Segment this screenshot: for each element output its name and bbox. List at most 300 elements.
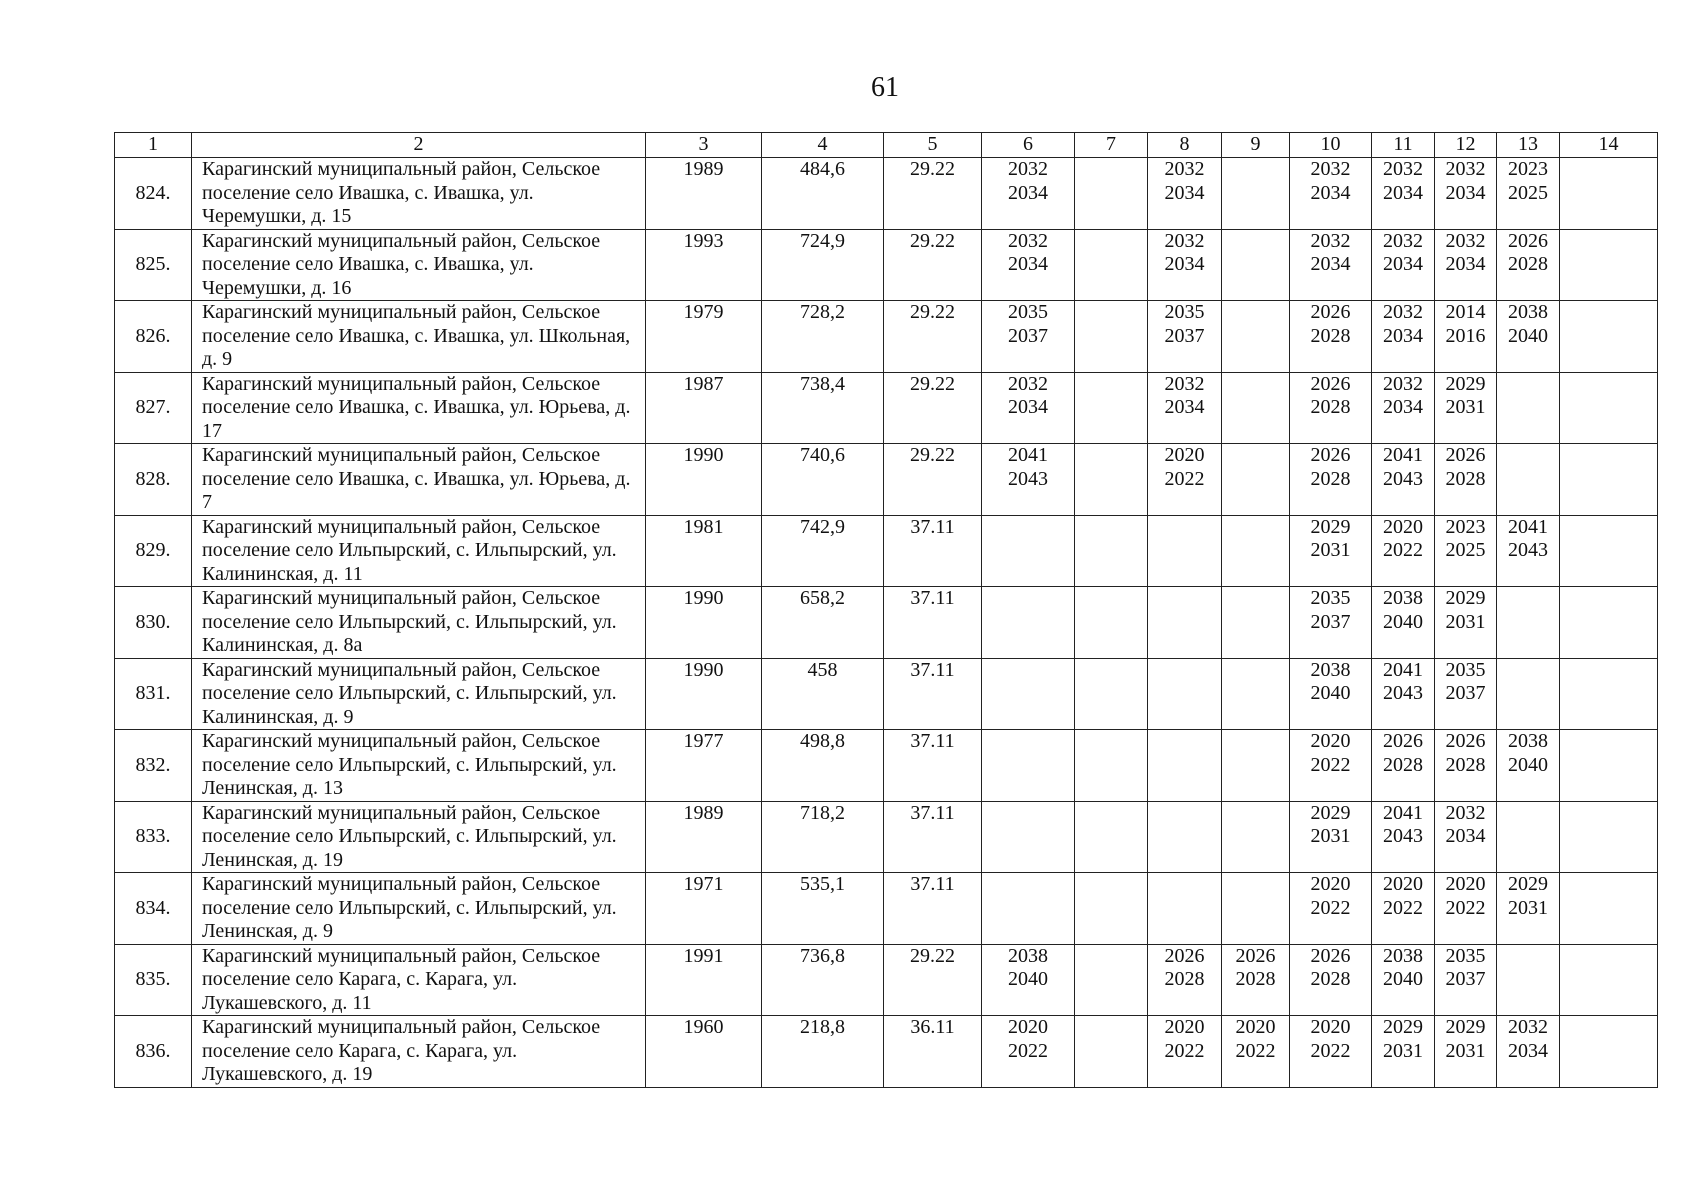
- period-cell-12: [1435, 730, 1497, 802]
- period-year: 2040: [1310, 682, 1351, 704]
- period-year: 2034: [1445, 181, 1486, 204]
- code-cell: 29.22: [884, 229, 982, 301]
- period-cell-14: [1560, 587, 1658, 659]
- period-year: 2034: [1164, 396, 1205, 418]
- period-cell-7: [1075, 658, 1148, 730]
- period-year: 2043: [1383, 467, 1423, 490]
- area-cell: 218,8: [762, 1016, 884, 1088]
- period-year: 2034: [1383, 396, 1423, 418]
- period-year: 2040: [1383, 610, 1423, 633]
- address-cell: Карагинский муниципальный район, Сельское поселение село Ильпырский, с. Ильпырский, ул. Калининская, д. 8а: [192, 587, 646, 659]
- row-number: 832.: [115, 730, 192, 802]
- period-cell-13: [1497, 873, 1560, 945]
- year-cell: 1979: [646, 301, 762, 373]
- column-header: 13: [1497, 133, 1560, 158]
- period-cell-10: [1290, 229, 1372, 301]
- period-cell-9: [1222, 515, 1290, 587]
- period-year: 2031: [1310, 539, 1351, 561]
- period-year: 2032: [1164, 229, 1205, 252]
- period-year: 2023: [1445, 515, 1486, 538]
- period-cell-11: [1372, 1016, 1435, 1088]
- period-year: 2028: [1235, 968, 1276, 990]
- period-year: 2037: [1164, 324, 1205, 347]
- period-cell-9: [1222, 658, 1290, 730]
- row-number: 831.: [115, 658, 192, 730]
- address-cell: Карагинский муниципальный район, Сельское поселение село Карага, с. Карага, ул. Лукашевского, д. 11: [192, 944, 646, 1016]
- period-year: 2023: [1508, 158, 1548, 180]
- period-cell-6: [982, 515, 1075, 587]
- period-cell-6: [982, 444, 1075, 516]
- period-year: 2034: [1383, 181, 1423, 204]
- column-header: 11: [1372, 133, 1435, 158]
- area-cell: 658,2: [762, 587, 884, 659]
- period-cell-9: [1222, 301, 1290, 373]
- period-cell-6: [982, 658, 1075, 730]
- year-cell: 1991: [646, 944, 762, 1016]
- period-year: 2016: [1445, 324, 1486, 347]
- period-year: 2040: [1508, 324, 1548, 347]
- period-cell-6: [982, 229, 1075, 301]
- period-year: 2026: [1310, 301, 1351, 323]
- page-number: 61: [871, 72, 899, 103]
- period-year: 2032: [1164, 372, 1205, 395]
- period-cell-9: [1222, 873, 1290, 945]
- row-number: 829.: [115, 515, 192, 587]
- table-row: [115, 444, 1658, 516]
- period-year: 2029: [1445, 372, 1486, 395]
- period-cell-12: [1435, 587, 1497, 659]
- period-year: 2022: [1310, 896, 1351, 919]
- period-year: 2022: [1445, 896, 1486, 919]
- code-cell: 37.11: [884, 801, 982, 873]
- period-cell-11: [1372, 873, 1435, 945]
- period-year: 2034: [1164, 181, 1205, 204]
- period-year: 2041: [1008, 444, 1048, 466]
- period-cell-8: [1148, 158, 1222, 230]
- period-cell-11: [1372, 944, 1435, 1016]
- period-year: 2034: [1508, 1039, 1548, 1062]
- period-cell-12: [1435, 873, 1497, 945]
- period-year: 2040: [1508, 753, 1548, 776]
- period-year: 2029: [1310, 801, 1351, 824]
- column-header: 8: [1148, 133, 1222, 158]
- period-cell-14: [1560, 944, 1658, 1016]
- address-cell: Карагинский муниципальный район, Сельское поселение село Ильпырский, с. Ильпырский, ул. Ленинская, д. 13: [192, 730, 646, 802]
- row-number: 833.: [115, 801, 192, 873]
- code-cell: 37.11: [884, 515, 982, 587]
- period-cell-6: [982, 372, 1075, 444]
- period-cell-9: [1222, 444, 1290, 516]
- period-year: 2032: [1008, 158, 1048, 180]
- period-cell-8: [1148, 515, 1222, 587]
- period-cell-10: [1290, 801, 1372, 873]
- period-year: 2032: [1008, 229, 1048, 252]
- period-year: 2020: [1008, 1016, 1048, 1038]
- period-year: 2038: [1508, 730, 1548, 752]
- period-year: 2037: [1445, 682, 1486, 704]
- address-cell: Карагинский муниципальный район, Сельское поселение село Ивашка, с. Ивашка, ул. Школьная, д. 9: [192, 301, 646, 373]
- column-header: 5: [884, 133, 982, 158]
- year-cell: 1960: [646, 1016, 762, 1088]
- table-row: [115, 801, 1658, 873]
- period-cell-6: [982, 158, 1075, 230]
- period-cell-12: [1435, 801, 1497, 873]
- code-cell: 29.22: [884, 372, 982, 444]
- period-cell-7: [1075, 587, 1148, 659]
- period-cell-8: [1148, 372, 1222, 444]
- period-cell-14: [1560, 444, 1658, 516]
- period-cell-10: [1290, 444, 1372, 516]
- period-year: 2031: [1445, 396, 1486, 418]
- period-year: 2026: [1310, 944, 1351, 967]
- address-cell: Карагинский муниципальный район, Сельское поселение село Ильпырский, с. Ильпырский, ул. Ленинская, д. 9: [192, 873, 646, 945]
- period-cell-13: [1497, 515, 1560, 587]
- period-year: 2026: [1445, 730, 1486, 752]
- table-row: [115, 944, 1658, 1016]
- row-number: 835.: [115, 944, 192, 1016]
- period-year: 2032: [1508, 1016, 1548, 1038]
- period-cell-14: [1560, 301, 1658, 373]
- period-year: 2037: [1008, 324, 1048, 347]
- period-year: 2032: [1383, 372, 1423, 395]
- code-cell: 37.11: [884, 730, 982, 802]
- period-year: 2037: [1445, 968, 1486, 990]
- table-row: [115, 658, 1658, 730]
- period-year: 2032: [1383, 229, 1423, 252]
- period-year: 2028: [1445, 467, 1486, 490]
- period-year: 2020: [1383, 873, 1423, 895]
- period-cell-6: [982, 730, 1075, 802]
- period-year: 2022: [1310, 1039, 1351, 1062]
- period-year: 2028: [1310, 968, 1351, 990]
- period-cell-13: [1497, 158, 1560, 230]
- period-year: 2028: [1164, 968, 1205, 990]
- period-year: 2034: [1383, 253, 1423, 275]
- period-cell-7: [1075, 229, 1148, 301]
- period-cell-12: [1435, 444, 1497, 516]
- period-year: 2041: [1508, 515, 1548, 538]
- year-cell: 1989: [646, 158, 762, 230]
- period-cell-13: [1497, 801, 1560, 873]
- period-cell-10: [1290, 158, 1372, 230]
- period-cell-14: [1560, 158, 1658, 230]
- period-year: 2034: [1310, 181, 1351, 204]
- period-year: 2031: [1508, 896, 1548, 919]
- period-cell-14: [1560, 801, 1658, 873]
- period-cell-12: [1435, 301, 1497, 373]
- table-row: [115, 1016, 1658, 1088]
- housing-repair-table: [114, 132, 1658, 1088]
- period-year: 2020: [1383, 515, 1423, 538]
- period-cell-8: [1148, 229, 1222, 301]
- period-year: 2022: [1310, 753, 1351, 776]
- period-year: 2022: [1164, 1039, 1205, 1062]
- period-cell-13: [1497, 444, 1560, 516]
- code-cell: 37.11: [884, 587, 982, 659]
- period-cell-7: [1075, 372, 1148, 444]
- address-cell: Карагинский муниципальный район, Сельское поселение село Ильпырский, с. Ильпырский, ул. Ленинская, д. 19: [192, 801, 646, 873]
- period-cell-13: [1497, 587, 1560, 659]
- area-cell: 718,2: [762, 801, 884, 873]
- period-year: 2032: [1310, 229, 1351, 252]
- table-row: [115, 587, 1658, 659]
- period-cell-10: [1290, 658, 1372, 730]
- period-year: 2022: [1235, 1039, 1276, 1062]
- period-year: 2025: [1445, 539, 1486, 561]
- row-number: 834.: [115, 873, 192, 945]
- period-cell-7: [1075, 873, 1148, 945]
- area-cell: 458: [762, 658, 884, 730]
- period-year: 2026: [1310, 372, 1351, 395]
- period-year: 2035: [1008, 301, 1048, 323]
- table-row: [115, 301, 1658, 373]
- period-cell-11: [1372, 158, 1435, 230]
- period-cell-12: [1435, 372, 1497, 444]
- period-cell-14: [1560, 515, 1658, 587]
- period-year: 2038: [1508, 301, 1548, 323]
- period-cell-9: [1222, 158, 1290, 230]
- year-cell: 1981: [646, 515, 762, 587]
- period-year: 2032: [1445, 801, 1486, 824]
- period-year: 2026: [1508, 229, 1548, 252]
- year-cell: 1990: [646, 587, 762, 659]
- table-row: [115, 372, 1658, 444]
- period-cell-10: [1290, 730, 1372, 802]
- period-cell-9: [1222, 730, 1290, 802]
- period-cell-10: [1290, 372, 1372, 444]
- code-cell: 29.22: [884, 301, 982, 373]
- column-header: 3: [646, 133, 762, 158]
- period-year: 2032: [1310, 158, 1351, 180]
- period-year: 2034: [1383, 324, 1423, 347]
- period-year: 2020: [1310, 873, 1351, 895]
- period-year: 2020: [1164, 1016, 1205, 1038]
- period-year: 2043: [1383, 682, 1423, 704]
- period-year: 2034: [1008, 181, 1048, 204]
- year-cell: 1989: [646, 801, 762, 873]
- area-cell: 724,9: [762, 229, 884, 301]
- period-year: 2020: [1310, 1016, 1351, 1038]
- period-cell-6: [982, 873, 1075, 945]
- period-cell-13: [1497, 301, 1560, 373]
- period-cell-11: [1372, 658, 1435, 730]
- period-year: 2040: [1383, 968, 1423, 990]
- period-cell-11: [1372, 515, 1435, 587]
- row-number: 828.: [115, 444, 192, 516]
- period-cell-7: [1075, 515, 1148, 587]
- period-year: 2032: [1164, 158, 1205, 180]
- period-year: 2022: [1383, 539, 1423, 561]
- address-cell: Карагинский муниципальный район, Сельское поселение село Ивашка, с. Ивашка, ул. Черемушки, д. 15: [192, 158, 646, 230]
- period-year: 2031: [1310, 825, 1351, 847]
- table-row: [115, 229, 1658, 301]
- year-cell: 1977: [646, 730, 762, 802]
- period-cell-10: [1290, 301, 1372, 373]
- code-cell: 29.22: [884, 444, 982, 516]
- code-cell: 29.22: [884, 158, 982, 230]
- period-cell-8: [1148, 1016, 1222, 1088]
- period-year: 2035: [1164, 301, 1205, 323]
- period-cell-12: [1435, 515, 1497, 587]
- row-number: 830.: [115, 587, 192, 659]
- period-year: 2041: [1383, 658, 1423, 681]
- period-year: 2026: [1164, 944, 1205, 967]
- address-cell: Карагинский муниципальный район, Сельское поселение село Ильпырский, с. Ильпырский, ул. Калининская, д. 11: [192, 515, 646, 587]
- period-cell-6: [982, 1016, 1075, 1088]
- period-year: 2026: [1310, 444, 1351, 466]
- period-cell-7: [1075, 944, 1148, 1016]
- period-year: 2022: [1164, 467, 1205, 490]
- period-year: 2031: [1445, 1039, 1486, 1062]
- period-year: 2031: [1383, 1039, 1423, 1062]
- period-year: 2028: [1508, 253, 1548, 275]
- period-cell-6: [982, 944, 1075, 1016]
- year-cell: 1971: [646, 873, 762, 945]
- period-cell-7: [1075, 1016, 1148, 1088]
- row-number: 825.: [115, 229, 192, 301]
- period-year: 2020: [1445, 873, 1486, 895]
- period-year: 2043: [1508, 539, 1548, 561]
- code-cell: 29.22: [884, 944, 982, 1016]
- period-cell-11: [1372, 801, 1435, 873]
- column-header: 2: [192, 133, 646, 158]
- period-year: 2038: [1310, 658, 1351, 681]
- column-header: 4: [762, 133, 884, 158]
- period-cell-9: [1222, 229, 1290, 301]
- period-cell-13: [1497, 730, 1560, 802]
- period-year: 2032: [1383, 158, 1423, 180]
- area-cell: 740,6: [762, 444, 884, 516]
- period-year: 2028: [1310, 396, 1351, 418]
- period-year: 2037: [1310, 610, 1351, 633]
- period-year: 2020: [1164, 444, 1205, 466]
- period-cell-7: [1075, 158, 1148, 230]
- period-cell-12: [1435, 158, 1497, 230]
- area-cell: 736,8: [762, 944, 884, 1016]
- period-year: 2043: [1008, 467, 1048, 490]
- period-cell-7: [1075, 801, 1148, 873]
- period-cell-12: [1435, 944, 1497, 1016]
- period-year: 2028: [1445, 753, 1486, 776]
- period-cell-11: [1372, 587, 1435, 659]
- column-header: 14: [1560, 133, 1658, 158]
- address-cell: Карагинский муниципальный район, Сельское поселение село Ивашка, с. Ивашка, ул. Черемушки, д. 16: [192, 229, 646, 301]
- period-year: 2022: [1008, 1039, 1048, 1062]
- period-cell-8: [1148, 873, 1222, 945]
- period-year: 2034: [1008, 253, 1048, 275]
- period-year: 2020: [1235, 1016, 1276, 1038]
- area-cell: 484,6: [762, 158, 884, 230]
- column-header: 12: [1435, 133, 1497, 158]
- area-cell: 535,1: [762, 873, 884, 945]
- period-cell-13: [1497, 1016, 1560, 1088]
- period-year: 2032: [1383, 301, 1423, 323]
- period-year: 2031: [1445, 610, 1486, 633]
- year-cell: 1990: [646, 658, 762, 730]
- period-cell-14: [1560, 730, 1658, 802]
- period-year: 2038: [1008, 944, 1048, 967]
- period-cell-11: [1372, 229, 1435, 301]
- period-cell-12: [1435, 1016, 1497, 1088]
- period-cell-6: [982, 587, 1075, 659]
- period-year: 2032: [1445, 158, 1486, 180]
- area-cell: 728,2: [762, 301, 884, 373]
- table-row: [115, 873, 1658, 945]
- period-year: 2041: [1383, 801, 1423, 824]
- period-cell-8: [1148, 730, 1222, 802]
- code-cell: 36.11: [884, 1016, 982, 1088]
- period-cell-13: [1497, 944, 1560, 1016]
- period-cell-8: [1148, 444, 1222, 516]
- period-cell-11: [1372, 301, 1435, 373]
- period-cell-10: [1290, 587, 1372, 659]
- period-year: 2034: [1310, 253, 1351, 275]
- period-year: 2020: [1310, 730, 1351, 752]
- table-row: [115, 730, 1658, 802]
- period-year: 2035: [1310, 587, 1351, 609]
- period-cell-14: [1560, 372, 1658, 444]
- period-cell-7: [1075, 301, 1148, 373]
- period-cell-8: [1148, 801, 1222, 873]
- period-year: 2043: [1383, 825, 1423, 847]
- period-year: 2029: [1445, 1016, 1486, 1038]
- period-cell-10: [1290, 515, 1372, 587]
- area-cell: 742,9: [762, 515, 884, 587]
- year-cell: 1993: [646, 229, 762, 301]
- period-year: 2034: [1164, 253, 1205, 275]
- period-year: 2022: [1383, 896, 1423, 919]
- period-cell-14: [1560, 1016, 1658, 1088]
- period-cell-13: [1497, 229, 1560, 301]
- period-cell-7: [1075, 730, 1148, 802]
- period-year: 2025: [1508, 181, 1548, 204]
- column-header: 10: [1290, 133, 1372, 158]
- column-header: 6: [982, 133, 1075, 158]
- period-year: 2034: [1445, 253, 1486, 275]
- period-cell-14: [1560, 229, 1658, 301]
- period-cell-8: [1148, 944, 1222, 1016]
- period-cell-8: [1148, 658, 1222, 730]
- table-body: [115, 158, 1658, 1088]
- period-year: 2014: [1445, 301, 1486, 323]
- period-cell-14: [1560, 873, 1658, 945]
- year-cell: 1987: [646, 372, 762, 444]
- row-number: 827.: [115, 372, 192, 444]
- period-year: 2029: [1383, 1016, 1423, 1038]
- period-cell-9: [1222, 587, 1290, 659]
- period-cell-9: [1222, 801, 1290, 873]
- period-cell-10: [1290, 873, 1372, 945]
- period-year: 2034: [1008, 396, 1048, 418]
- period-cell-10: [1290, 944, 1372, 1016]
- period-year: 2029: [1310, 515, 1351, 538]
- period-year: 2040: [1008, 968, 1048, 990]
- address-cell: Карагинский муниципальный район, Сельское поселение село Карага, с. Карага, ул. Лукашевского, д. 19: [192, 1016, 646, 1088]
- period-cell-6: [982, 801, 1075, 873]
- period-cell-12: [1435, 229, 1497, 301]
- period-year: 2038: [1383, 587, 1423, 609]
- period-cell-8: [1148, 301, 1222, 373]
- period-year: 2032: [1008, 372, 1048, 395]
- period-cell-9: [1222, 1016, 1290, 1088]
- period-year: 2029: [1508, 873, 1548, 895]
- period-cell-8: [1148, 587, 1222, 659]
- period-cell-7: [1075, 444, 1148, 516]
- code-cell: 37.11: [884, 658, 982, 730]
- period-cell-13: [1497, 658, 1560, 730]
- period-cell-6: [982, 301, 1075, 373]
- period-year: 2032: [1445, 229, 1486, 252]
